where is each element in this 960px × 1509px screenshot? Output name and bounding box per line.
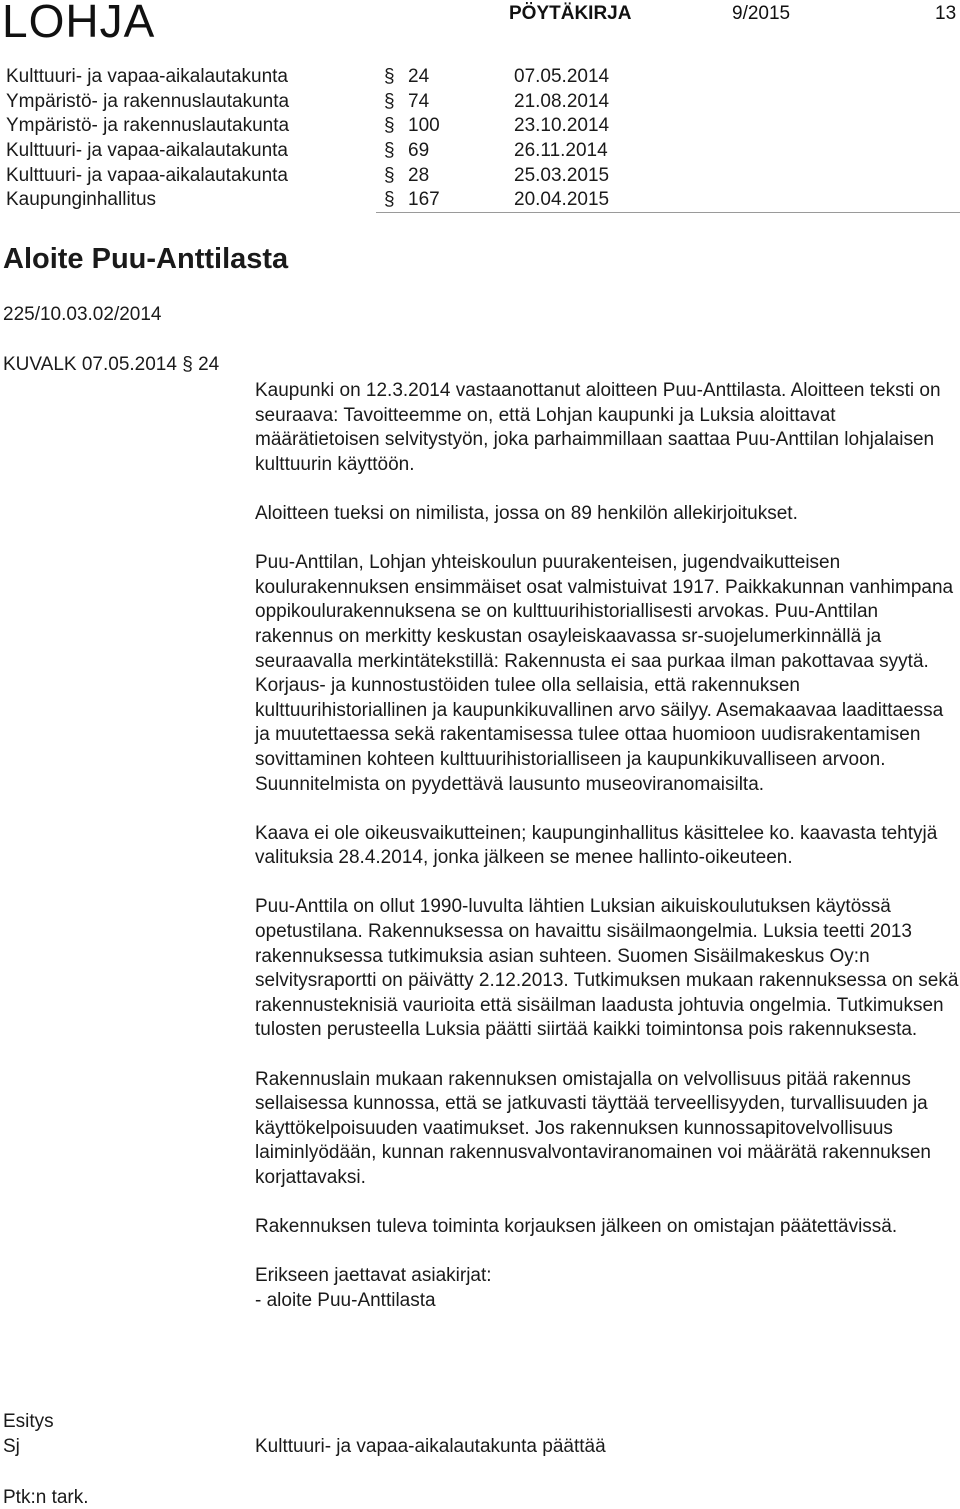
minutes-checker-label: Ptk:n tark. [3,1487,89,1508]
section-sign: § [384,115,395,137]
history-row [6,189,956,214]
lohja-logo: LOHJA [2,0,156,47]
history-date: 07.05.2014 [514,66,610,87]
history-row [6,165,956,190]
history-organ: Ympäristö- ja rakennuslautakunta [6,90,290,112]
history-row [6,91,956,116]
section-sign: § [384,164,395,186]
document-type: PÖYTÄKIRJA [509,3,632,24]
history-date: 20.04.2015 [514,189,610,211]
history-organ: Kaupunginhallitus [6,189,157,211]
section-sign: § [384,90,395,112]
page-number: 13 [935,3,957,24]
matter-title: Aloite Puu-Anttilasta [3,243,289,275]
body-paragraph: Rakennuksen tuleva toiminta korjauksen jälkeen on omistajan päätettävissä. [255,1216,898,1238]
diary-number: 225/10.03.02/2014 [3,304,162,325]
history-date: 21.08.2014 [514,90,610,112]
history-date: 25.03.2015 [514,164,610,186]
body-paragraph: Aloitteen tueksi on nimilista, jossa on 89 henkilön allekirjoitukset. [255,502,798,524]
attachments-heading: Erikseen jaettavat asiakirjat: [255,1265,492,1287]
history-organ: Ympäristö- ja rakennuslautakunta [6,115,290,137]
history-organ: Kulttuuri- ja vapaa-aikalautakunta [6,140,289,162]
body-paragraph: Rakennuslain mukaan rakennuksen omistajalla on velvollisuus pitää rakennus sellaisessa kunnossa, että se jatkuvasti täyttää terveellisyyden, turvallisuuden ja käyttökelpoisuuden vaatimukset. Jos rakennuksen kunnossapitovelvollisuus laiminlyödään, kunnan rakennusvalvontaviranomainen voi määrätä rakennuksen korjattavaksi. [255,1068,931,1188]
history-row [6,115,956,140]
history-number: 24 [408,66,430,87]
document-number: 9/2015 [732,3,791,24]
body-paragraph: Puu-Anttilan, Lohjan yhteiskoulun puurakenteisen, jugendvaikutteisen koulurakennuksen ensimmäiset osat valmistuivat 1917. Paikkakunnan vanhimpana oppikoulurakennuksena se on kulttuurihistoriallisesti arvokas. Puu-Anttilan rakennus on merkitty keskustan osayleiskaavassa sr-suojelumerkinnällä ja seuraavalla merkintätekstillä: Rakennusta ei saa purkaa ilman pakottavaa syytä. Korjaus- ja kunnostustöiden tulee olla sellaisia, että rakennuksen kulttuurihistoriallinen ja kaupunkikuvallinen arvo säilyy. Asemakaavaa laadittaessa ja muutettaessa sekä rakentamisessa tulee ottaa huomioon uudisrakentamisen sovittaminen kohteen kulttuurihistorialliseen ja kaupunkikuvalliseen arvoon. Suunnitelmista on pyydettävä lausunto museoviranomaisilta. [255,552,954,795]
history-date: 26.11.2014 [514,140,608,162]
history-row [6,140,956,165]
section-sign: § [384,66,395,87]
proposer-label: Sj [3,1436,20,1457]
history-organ: Kulttuuri- ja vapaa-aikalautakunta [6,164,289,186]
history-date: 23.10.2014 [514,115,610,137]
history-number: 167 [408,189,440,211]
body-paragraph: Puu-Anttila on ollut 1990-luvulta lähtien Luksian aikuiskoulutuksen käytössä opetustilana. Rakennuksessa on havaittu sisäilmaongelmia. Luksia teetti 2013 rakennuksessa tutkimuksia asian suhteen. Suomen Sisäilmakeskus Oy:n selvitysraportti on päivätty 2.12.2013. Tutkimuksen mukaan rakennuksessa on sekä rakennusteknisiä vaurioita että sisäilman laadusta johtuvia ongelmia. Tutkimuksen tulosten perusteella Luksia päätti siirtää kaikki toimintonsa pois rakennuksesta. [255,896,959,1041]
history-number: 100 [408,115,440,137]
history-number: 69 [408,140,430,162]
body-paragraph: Kaupunki on 12.3.2014 vastaanottanut aloitteen Puu-Anttilasta. Aloitteen teksti on seuraava: Tavoitteemme on, että Lohjan kaupunki ja Luksia aloittavat määrätietoisen selvitystyön, joka parhaimmillaan saattaa Puu-Anttilan lohjalaisen kulttuurin käyttöön. [255,380,941,475]
history-row [6,66,956,91]
history-number: 28 [408,164,430,186]
section-sign: § [384,189,395,211]
matter-body [255,379,959,1314]
section-sign: § [384,140,395,162]
history-number: 74 [408,90,430,112]
proposal-text: Kulttuuri- ja vapaa-aikalautakunta päättää [255,1436,606,1457]
attachment-item: - aloite Puu-Anttilasta [255,1289,436,1311]
history-organ: Kulttuuri- ja vapaa-aikalautakunta [6,66,289,87]
history-divider [376,212,960,213]
handling-history [6,66,956,214]
committee-reference: KUVALK 07.05.2014 § 24 [3,354,220,375]
proposal-label: Esitys [3,1411,54,1432]
body-paragraph: Kaava ei ole oikeusvaikutteinen; kaupunginhallitus käsittelee ko. kaavasta tehtyjä valituksia 28.4.2014, jonka jälkeen se menee hallinto-oikeuteen. [255,822,938,869]
